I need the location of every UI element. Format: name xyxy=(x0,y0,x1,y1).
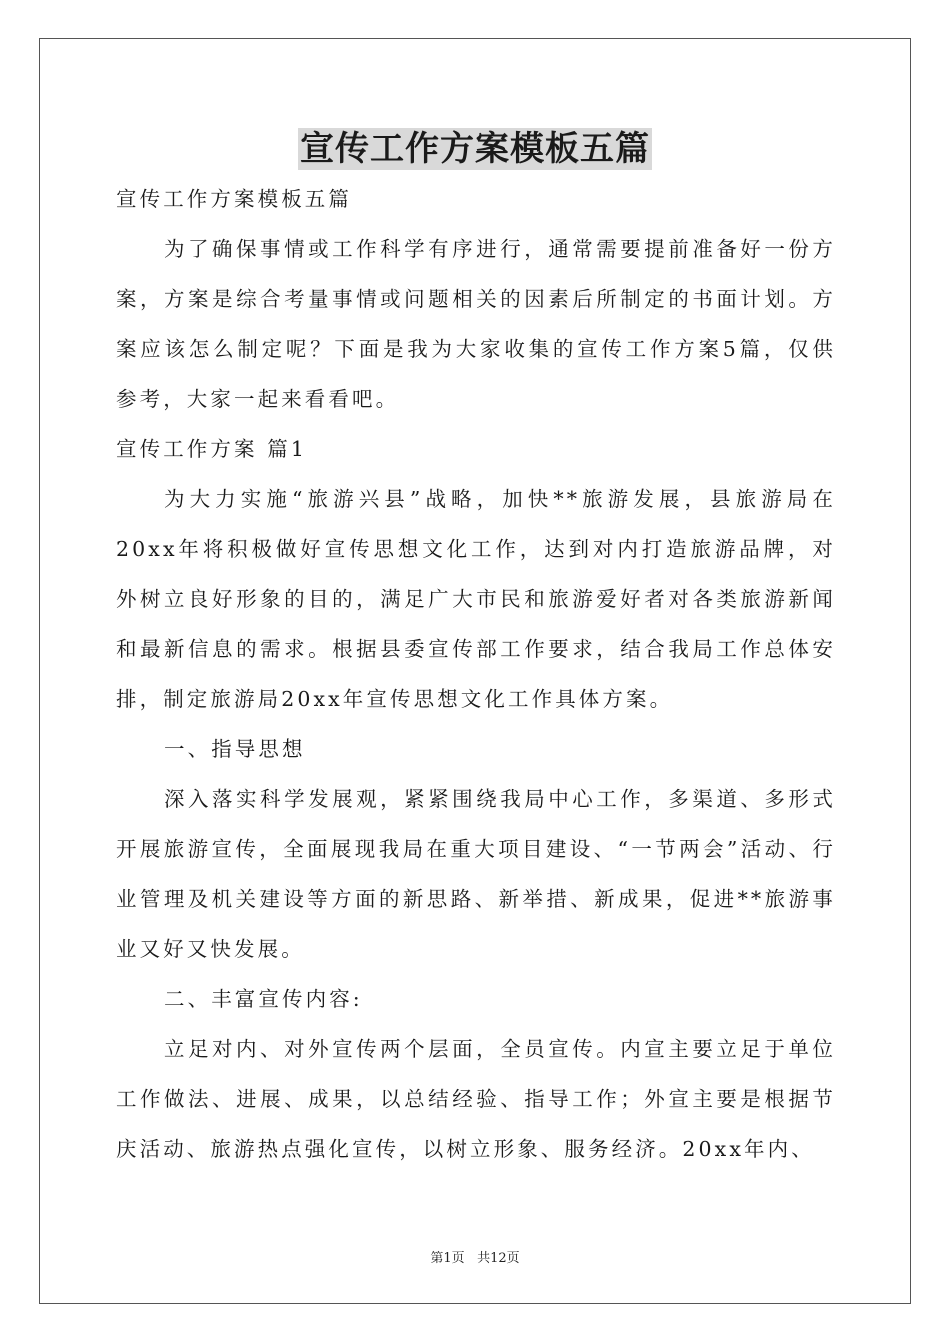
paragraph: 宣传工作方案模板五篇 xyxy=(116,187,352,211)
paragraph: 宣传工作方案 篇1 xyxy=(116,437,307,461)
paragraph: 为大力实施“旅游兴县”战略，加快**旅游发展，县旅游局在20xx年将积极做好宣传思想文化工作，达到对内打造旅游品牌，对外树立良好形象的目的，满足广大市民和旅游爱好者对各类旅游新闻和最新信息的需求。根据县委宣传部工作要求，结合我局工作总体安排，制定旅游局20xx年宣传思想文化工作具体方案。 xyxy=(116,487,836,711)
document-title: 宣传工作方案模板五篇 xyxy=(300,129,650,169)
document-body xyxy=(116,174,836,1174)
page-total: 共12页 xyxy=(477,1251,520,1266)
title-container xyxy=(0,128,950,170)
paragraph: 二、丰富宣传内容: xyxy=(164,987,363,1011)
page-footer xyxy=(0,1247,950,1266)
paragraph: 一、指导思想 xyxy=(164,737,306,761)
paragraph: 立足对内、对外宣传两个层面，全员宣传。内宣主要立足于单位工作做法、进展、成果，以总结经验、指导工作；外宣主要是根据节庆活动、旅游热点强化宣传，以树立形象、服务经济。20xx年内、 xyxy=(116,1037,836,1161)
paragraph: 深入落实科学发展观，紧紧围绕我局中心工作，多渠道、多形式开展旅游宣传，全面展现我局在重大项目建设、“一节两会”活动、行业管理及机关建设等方面的新思路、新举措、新成果，促进**旅游事业又好又快发展。 xyxy=(116,787,836,961)
page-number: 第1页 xyxy=(430,1251,465,1266)
paragraph: 为了确保事情或工作科学有序进行，通常需要提前准备好一份方案，方案是综合考量事情或问题相关的因素后所制定的书面计划。方案应该怎么制定呢？下面是我为大家收集的宣传工作方案5篇，仅供参考，大家一起来看看吧。 xyxy=(116,237,836,411)
